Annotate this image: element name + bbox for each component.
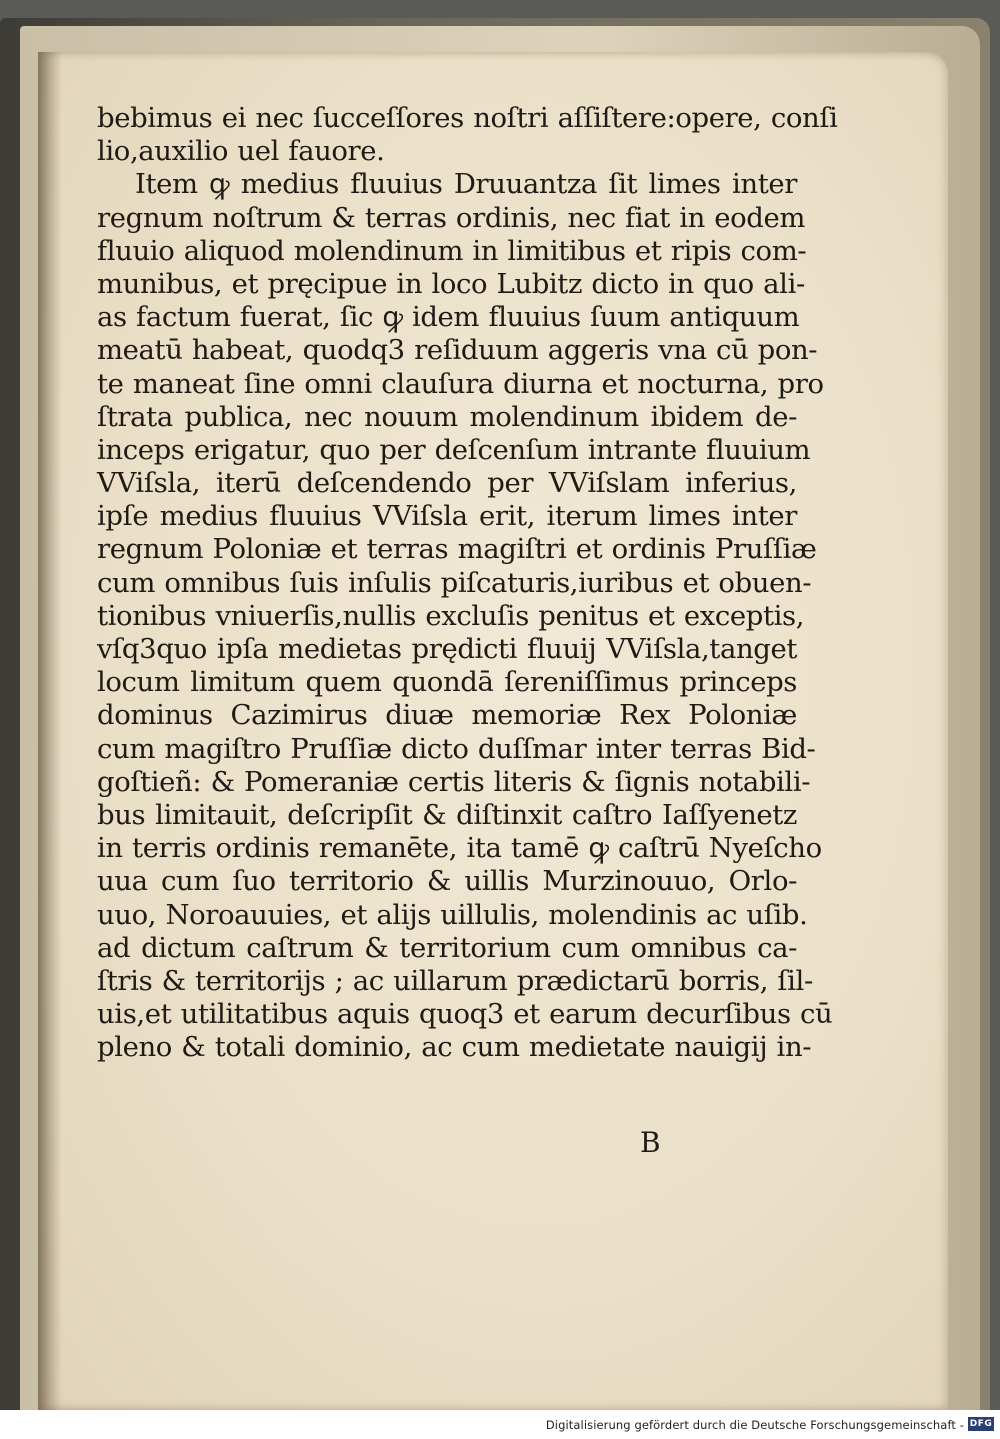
text-line: ſtris & territorijs ; ac uillarum prædictarū borris, ſil- — [97, 964, 813, 997]
text-line: locum limitum quem quondā ſereniſſimus princeps — [97, 666, 797, 699]
text-line: goſtieñ: & Pomeraniæ certis literis & ſignis notabili- — [97, 765, 811, 798]
text-line: regnum Poloniæ et terras magiſtri et ordinis Pruſſiæ — [97, 533, 817, 566]
text-line: bebimus ei nec ſucceſſores noſtri aſſiſtere:opere, conſi — [97, 102, 838, 134]
gutter-shadow — [38, 52, 62, 1410]
text-line: tionibus vniuerſis,nullis excluſis penitus et exceptis, — [97, 599, 805, 632]
text-line: VViſsla, iterū deſcendendo per VViſslam inferius, — [97, 467, 797, 500]
text-line: bus limitauit, deſcripſit & diſtinxit caſtro Iaſſyenetz — [97, 798, 797, 831]
footer-credit: Digitalisierung gefördert durch die Deutsche Forschungsgemeinschaft - — [545, 1418, 964, 1432]
text-line: ipſe medius fluuius VViſsla erit, iterum limes inter — [97, 500, 797, 533]
text-line: vſq3quo ipſa medietas prędicti fluuij VViſsla,tanget — [97, 633, 797, 665]
text-line: regnum noſtrum & terras ordinis, nec fiat in eodem — [97, 201, 806, 234]
text-line: lio,auxilio uel fauore. — [97, 135, 385, 168]
text-line: dominus Cazimirus diuæ memoriæ Rex Poloniæ — [97, 699, 797, 732]
text-line: inceps erigatur, quo per deſcenſum intrante fluuium — [97, 433, 811, 466]
dfg-logo-icon: DFG — [969, 1419, 993, 1429]
text-line: fluuio aliquod molendinum in limitibus et ripis com- — [97, 234, 807, 267]
text-line: Item ꝙ medius fluuius Druuantza ſit limes inter — [135, 168, 797, 201]
footer-bar — [0, 1410, 1000, 1439]
text-line: uis,et utilitatibus aquis quoq3 et earum decurſibus cū — [97, 998, 833, 1031]
text-line: ad dictum caſtrum & territorium cum omnibus ca- — [97, 931, 797, 964]
text-line: cum omnibus ſuis inſulis piſcaturis,iuribus et obuen- — [97, 566, 812, 599]
text-line: munibus, et pręcipue in loco Lubitz dicto in quo ali- — [97, 267, 805, 300]
page-text — [97, 102, 838, 1064]
signature-mark: B — [640, 1126, 661, 1159]
text-line: uuo, Noroauuies, et alijs uillulis, molendinis ac uſib. — [97, 898, 808, 931]
text-line: in terris ordinis remanēte, ita tamē ꝙ caſtrū Nyeſcho — [97, 832, 822, 865]
text-line: te maneat ſine omni clauſura diurna et nocturna, pro — [97, 367, 824, 400]
text-line: as factum fuerat, ſic ꝙ idem fluuius ſuum antiquum — [97, 301, 800, 334]
text-line: pleno & totali dominio, ac cum medietate nauigij in- — [97, 1031, 812, 1064]
text-line: ſtrata publica, nec nouum molendinum ibidem de- — [97, 400, 797, 433]
text-line: meatū habeat, quodq3 reſiduum aggeris vna cū pon- — [97, 334, 818, 367]
text-line: cum magiſtro Pruſſiæ dicto duſſmar inter terras Bid- — [97, 732, 816, 765]
text-line: uua cum ſuo territorio & uillis Murzinouuo, Orlo- — [97, 865, 797, 898]
